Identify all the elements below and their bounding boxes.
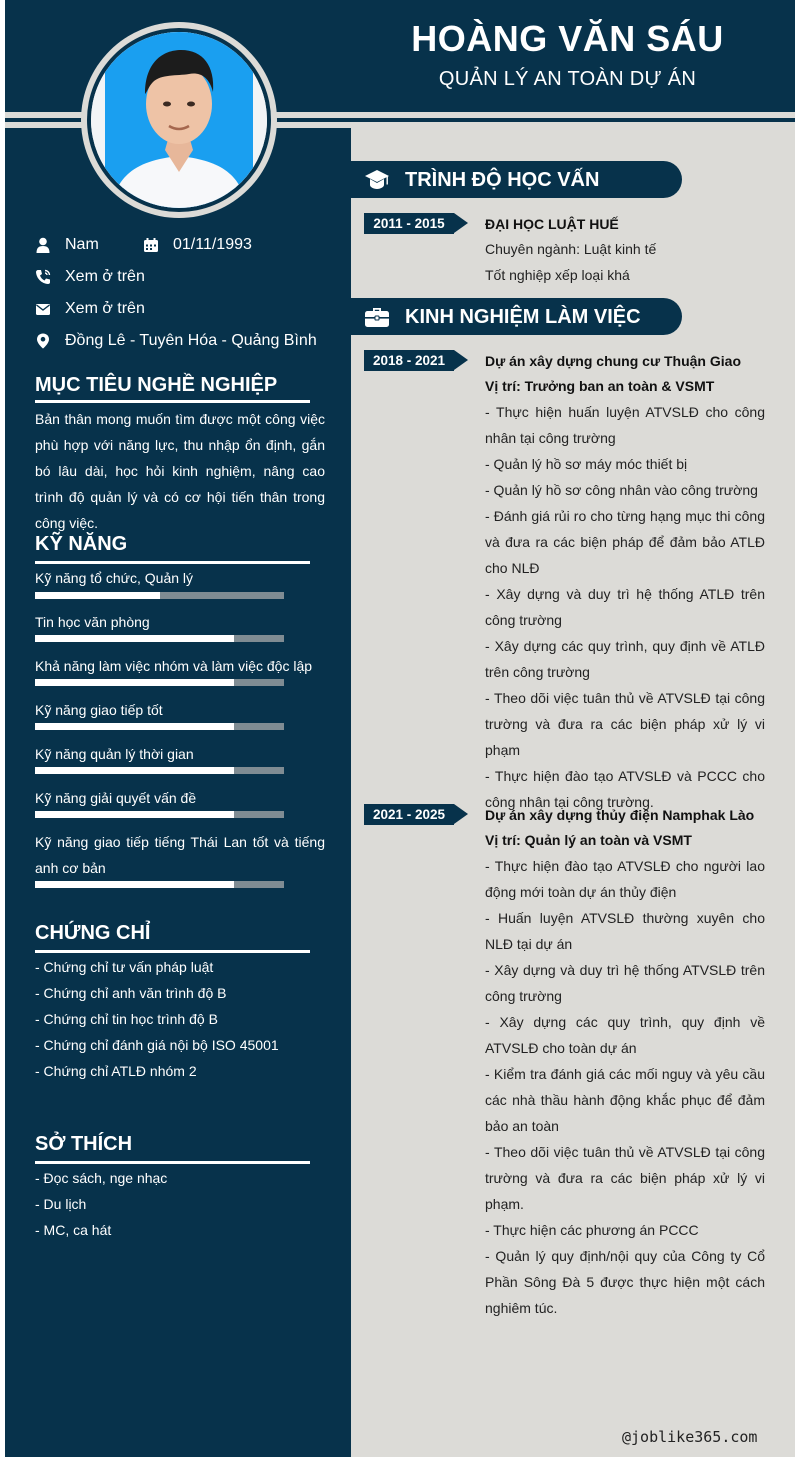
email-row bbox=[35, 300, 335, 320]
phone-row bbox=[35, 268, 335, 288]
cv-page bbox=[5, 0, 795, 1457]
skill-bar-fill bbox=[35, 635, 234, 642]
left-sidebar bbox=[5, 128, 351, 1457]
watermark-text: @joblike365.com bbox=[622, 1428, 758, 1446]
skills-heading-underline bbox=[35, 561, 310, 564]
hobbies-heading: SỞ THÍCH bbox=[35, 1133, 133, 1155]
skill-bar-fill bbox=[35, 592, 160, 599]
certificates-list bbox=[35, 954, 325, 1084]
skill-bar bbox=[35, 767, 284, 774]
phone-icon bbox=[35, 269, 51, 285]
avatar-frame bbox=[81, 22, 277, 218]
job-project: Dự án xây dựng chung cư Thuận Giao bbox=[485, 353, 741, 369]
education-grade: Tốt nghiệp xếp loại khá bbox=[485, 267, 630, 283]
experience-heading-bar bbox=[350, 298, 682, 335]
hobby-item: - Du lịch bbox=[35, 1196, 87, 1212]
dob-row bbox=[143, 236, 343, 256]
certificate-item: - Chứng chỉ anh văn trình độ B bbox=[35, 985, 227, 1001]
certificate-item: - Chứng chỉ đánh giá nội bộ ISO 45001 bbox=[35, 1037, 279, 1053]
address-row bbox=[35, 332, 335, 352]
hobbies-heading-underline bbox=[35, 1161, 310, 1164]
graduation-cap-icon bbox=[364, 168, 390, 192]
job-task: - Theo dõi việc tuân thủ về ATVSLĐ tại công trường và đưa ra các biện pháp xử lý vi phạm. bbox=[485, 1144, 765, 1212]
job-tasks bbox=[485, 399, 765, 815]
skill-bar bbox=[35, 723, 284, 730]
skills-heading: KỸ NĂNG bbox=[35, 533, 128, 555]
job-role: Vị trí: Quản lý an toàn và VSMT bbox=[485, 832, 692, 848]
skill-bar-fill bbox=[35, 767, 234, 774]
certificates-heading: CHỨNG CHỈ bbox=[35, 922, 151, 944]
job-period: 2018 - 2021 bbox=[364, 350, 454, 371]
education-school: ĐẠI HỌC LUẬT HUẾ bbox=[485, 216, 619, 232]
gender-value: Nam bbox=[65, 236, 99, 253]
briefcase-icon bbox=[364, 305, 390, 329]
gender-row bbox=[35, 236, 135, 256]
job-task: - Thực hiện đào tạo ATVSLĐ cho người lao động mới toàn dự án thủy điện bbox=[485, 858, 765, 900]
address-value: Đồng Lê - Tuyên Hóa - Quảng Bình bbox=[65, 332, 317, 349]
email-value: Xem ở trên bbox=[65, 300, 145, 317]
skill-label: Kỹ năng giao tiếp tốt bbox=[35, 702, 163, 718]
experience-heading: KINH NGHIỆM LÀM VIỆC bbox=[405, 306, 641, 328]
education-heading: TRÌNH ĐỘ HỌC VẤN bbox=[405, 169, 600, 191]
job-period-tag bbox=[364, 350, 468, 371]
skill-bar bbox=[35, 592, 284, 599]
skill-bar bbox=[35, 635, 284, 642]
certificates-heading-underline bbox=[35, 950, 310, 953]
certificate-item: - Chứng chỉ tư vấn pháp luật bbox=[35, 959, 214, 975]
certificate-item: - Chứng chỉ tin học trình độ B bbox=[35, 1011, 218, 1027]
skill-label: Khả năng làm việc nhóm và làm việc độc lập bbox=[35, 658, 313, 674]
objective-heading-underline bbox=[35, 400, 310, 403]
job-task: - Xây dựng và duy trì hệ thống ATVSLĐ trên công trường bbox=[485, 962, 765, 1004]
job-task: - Huấn luyện ATVSLĐ thường xuyên cho NLĐ tại dự án bbox=[485, 910, 765, 952]
job-task: - Quản lý hồ sơ máy móc thiết bị bbox=[485, 456, 688, 472]
job-task: - Thực hiện huấn luyện ATVSLĐ cho công nhân tại công trường bbox=[485, 404, 765, 446]
user-icon bbox=[35, 237, 51, 253]
skill-bar bbox=[35, 679, 284, 686]
candidate-title: QUẢN LÝ AN TOÀN DỰ ÁN bbox=[438, 68, 697, 90]
education-period-tag bbox=[364, 213, 468, 234]
education-period: 2011 - 2015 bbox=[364, 213, 454, 234]
education-heading-bar bbox=[350, 161, 682, 198]
person-portrait-icon bbox=[91, 32, 267, 208]
skill-bar-fill bbox=[35, 679, 234, 686]
skill-bar bbox=[35, 881, 284, 888]
job-role: Vị trí: Trưởng ban an toàn & VSMT bbox=[485, 378, 715, 394]
hobbies-list bbox=[35, 1165, 325, 1243]
skill-bar-fill bbox=[35, 881, 234, 888]
job-task: - Quản lý quy định/nội quy của Công ty Cổ Phần Sông Đà 5 được thực hiện một cách nghiêm túc. bbox=[485, 1248, 765, 1316]
skill-bar-fill bbox=[35, 723, 234, 730]
job-tasks bbox=[485, 853, 765, 1321]
phone-value: Xem ở trên bbox=[65, 268, 145, 285]
job-task: - Quản lý hồ sơ công nhân vào công trường bbox=[485, 482, 758, 498]
job-period: 2021 - 2025 bbox=[364, 804, 454, 825]
dob-value: 01/11/1993 bbox=[173, 236, 252, 253]
map-pin-icon bbox=[35, 333, 51, 349]
education-major: Chuyên ngành: Luật kinh tế bbox=[485, 241, 657, 257]
skill-label: Kỹ năng tổ chức, Quản lý bbox=[35, 570, 194, 586]
skill-label: Kỹ năng giải quyết vấn đề bbox=[35, 790, 197, 806]
candidate-name: HOÀNG VĂN SÁU bbox=[411, 18, 724, 59]
job-period-tag bbox=[364, 804, 468, 825]
job-task: - Thực hiện đào tạo ATVSLĐ và PCCC cho công nhân tại công trường. bbox=[485, 768, 765, 810]
skill-label: Kỹ năng giao tiếp tiếng Thái Lan tốt và tiếng anh cơ bản bbox=[35, 834, 325, 876]
job-project: Dự án xây dựng thủy điện Namphak Lào bbox=[485, 807, 755, 823]
calendar-icon bbox=[143, 237, 159, 253]
skill-label: Kỹ năng quản lý thời gian bbox=[35, 746, 194, 762]
job-task: - Xây dựng các quy trình, quy định về ATVSLĐ cho toàn dự án bbox=[485, 1014, 765, 1056]
skill-bar bbox=[35, 811, 284, 818]
objective-heading: MỤC TIÊU NGHỀ NGHIỆP bbox=[35, 374, 278, 396]
skill-label: Tin học văn phòng bbox=[35, 614, 150, 630]
job-task: - Theo dõi việc tuân thủ về ATVSLĐ tại công trường và đưa ra các biện pháp xử lý vi phạm bbox=[485, 690, 765, 758]
job-task: - Đánh giá rủi ro cho từng hạng mục thi công và đưa ra các biện pháp để đảm bảo ATLĐ cho NLĐ bbox=[485, 508, 765, 576]
hobby-item: - Đọc sách, nge nhạc bbox=[35, 1170, 168, 1186]
job-task: - Kiểm tra đánh giá các mối nguy và yêu cầu các nhà thầu hành động khắc phục để đảm bảo an toàn bbox=[485, 1066, 765, 1134]
job-task: - Thực hiện các phương án PCCC bbox=[485, 1222, 699, 1238]
objective-text: Bản thân mong muốn tìm được một công việc phù hợp với năng lực, thu nhập ổn định, gắn bó lâu dài, học hỏi kinh nghiệm, nâng cao trình độ quản lý và có cơ hội tiến thân trong công việc. bbox=[35, 411, 325, 531]
skill-bar-fill bbox=[35, 811, 234, 818]
certificate-item: - Chứng chỉ ATLĐ nhóm 2 bbox=[35, 1063, 197, 1079]
job-task: - Xây dựng và duy trì hệ thống ATLĐ trên công trường bbox=[485, 586, 765, 628]
job-task: - Xây dựng các quy trình, quy định về ATLĐ trên công trường bbox=[485, 638, 765, 680]
hobby-item: - MC, ca hát bbox=[35, 1222, 112, 1238]
envelope-icon bbox=[35, 301, 51, 317]
avatar-photo bbox=[91, 32, 267, 208]
